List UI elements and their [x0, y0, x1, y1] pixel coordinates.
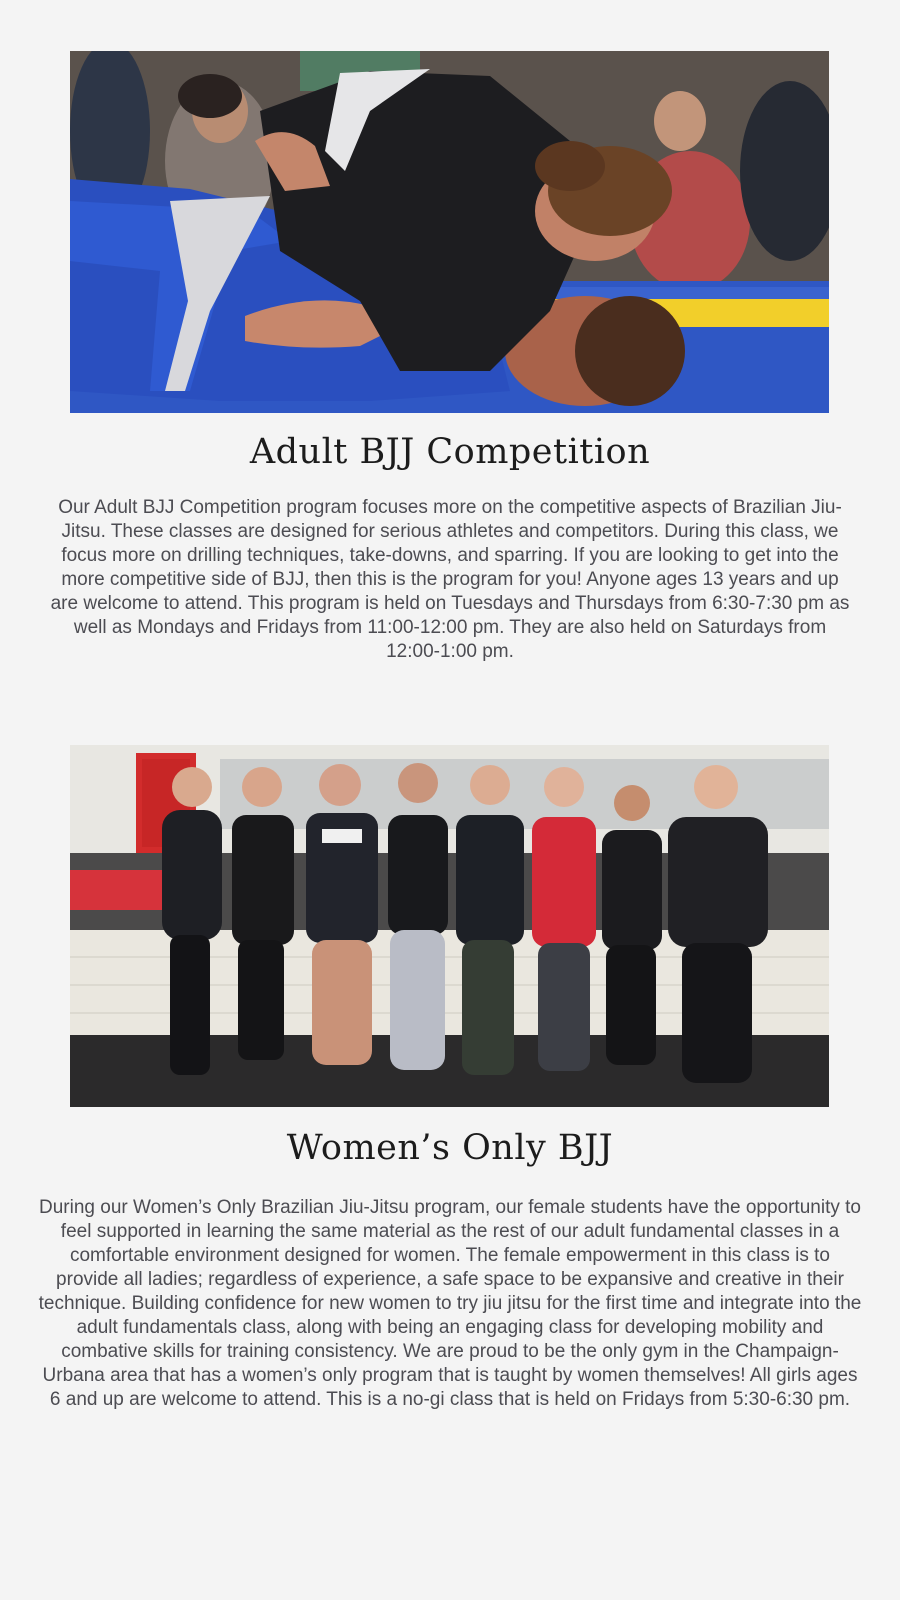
competition-photo-illustration [70, 51, 829, 413]
womens-group-photo-illustration [70, 745, 829, 1107]
competition-description: Our Adult BJJ Competition program focuses more on the competitive aspects of Brazilian Jiu-Jitsu. These classes are designed for serious athletes and competitors. During this class, we focus more on drilling techniques, take-downs, and sparring. If you are looking to get into the more competitive side of BJJ, then this is the program for you! Anyone ages 13 years and up are welcome to attend. This program is held on Tuesdays and Thursdays from 6:30-7:30 pm as well as Mondays and Fridays from 11:00-12:00 pm. They are also held on Saturdays from 12:00-1:00 pm. [50, 497, 850, 662]
womens-group-photo [70, 745, 829, 1107]
womens-title: Women’s Only BJJ [286, 1128, 614, 1168]
womens-description: During our Women’s Only Brazilian Jiu-Jitsu program, our female students have the opportunity to feel supported in learning the same material as the rest of our adult fundamental classes in a comfortable environment designed for women. The female empowerment in this class is to provide all ladies; regardless of experience, a safe space to be expansive and creative in their technique. Building confidence for new women to try jiu jitsu for the first time and integrate into the adult fundamentals class, along with being an engaging class for developing mobility and combative skills for training consistency. We are proud to be the only gym in the Champaign-Urbana area that has a women’s only program that is taught by women themselves! All girls ages 6 and up are welcome to attend. This is a no-gi class that is held on Fridays from 5:30-6:30 pm. [38, 1197, 862, 1410]
competition-title: Adult BJJ Competition [249, 432, 651, 472]
competition-photo [70, 51, 829, 413]
